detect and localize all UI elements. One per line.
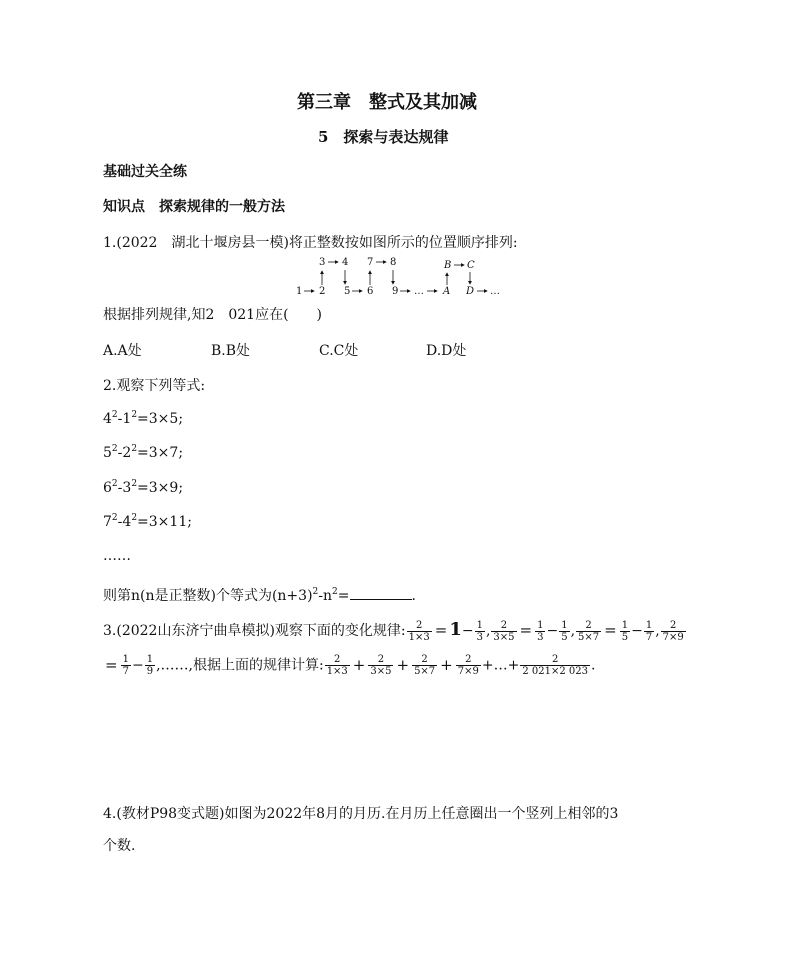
diagram-num-7: 7	[367, 257, 374, 268]
chapter-title: 第三章 整式及其加减	[297, 92, 477, 113]
fraction: $\frac{2}{1\times 3}$	[408, 619, 430, 643]
fraction: $\frac{2}{3\times 5}$	[370, 654, 392, 677]
basic-practice-heading: 基础过关全练	[103, 164, 187, 180]
q2-text: 2.观察下列等式:	[103, 378, 206, 394]
fraction: $\frac{2}{7\times 9}$	[662, 619, 684, 643]
diagram-num-2: 2	[319, 286, 326, 297]
q4-line-2: 个数.	[103, 838, 136, 854]
diagram-label-b: B	[444, 260, 452, 271]
q1-follow: 根据排列规律,知2 021应在( )	[103, 307, 323, 323]
diagram-num-8: 8	[390, 257, 397, 268]
q1-option-a: A.A处	[103, 343, 142, 359]
q4-line-1: 4.(教材P98变式题)如图为2022年8月的月历.在月历上任意圈出一个竖列上相邻的3	[103, 806, 619, 822]
q2-equation-2: $5^2-2^2=3\times 7$;	[103, 444, 184, 461]
q3-line-1: 3.(2022山东济宁曲阜模拟)观察下面的变化规律: $\frac{2}{1\times 3}$ = 1− $\frac{1}{3}$ , $\frac{2}{3\times 5}$ = $\frac{1}{3}$ − $\frac{1}{5}$ , $\frac{2}{5\times 7}$ = $\frac{1}{5}$ − $\frac{1}{7}$ , $\frac{2}{7\times 9}$	[103, 619, 684, 643]
q2-ellipsis: ……	[103, 548, 131, 564]
fraction: $\frac{1}{7}$	[122, 654, 129, 677]
fraction: $\frac{1}{3}$	[476, 619, 483, 643]
q2-question: 则第n(n是正整数)个等式为$(n+3)^2-n^2=$ .	[103, 587, 416, 604]
fraction: $\frac{2}{2 021\times 2 023}$	[522, 654, 588, 677]
q1-option-d: D.D处	[426, 343, 467, 359]
q1-option-c: C.C处	[319, 343, 359, 359]
diagram-num-3: 3	[319, 257, 326, 268]
diagram-label-d: D	[466, 286, 475, 297]
answer-blank	[350, 587, 412, 600]
diagram-num-6: 6	[367, 286, 374, 297]
diagram-ellipsis-1: …	[414, 286, 424, 297]
fraction: $\frac{2}{5\times 7}$	[578, 619, 600, 643]
q1-diagram	[288, 254, 528, 304]
q2-equation-4: $7^2-4^2=3\times 11$;	[103, 513, 192, 530]
q1-text: 1.(2022 湖北十堰房县一模)将正整数按如图所示的位置顺序排列:	[103, 235, 518, 251]
fraction: $\frac{2}{3\times 5}$	[493, 619, 515, 643]
fraction: $\frac{1}{5}$	[561, 619, 568, 643]
q1-option-b: B.B处	[211, 343, 251, 359]
fraction: $\frac{2}{7\times 9}$	[457, 654, 479, 677]
q3-line-2: = $\frac{1}{7}$ − $\frac{1}{9}$ ,……,根据上面的规律计算: $\frac{2}{1\times 3}$ + $\frac{2}{3\times 5}$ + $\frac{2}{5\times 7}$ + $\frac{2}{7\times 9}$ +…+ $\frac{2}{2 021\times 2 023}$ .	[105, 654, 596, 677]
diagram-num-9: 9	[392, 286, 399, 297]
fraction: $\frac{1}{9}$	[146, 654, 154, 677]
section-title: 5 探索与表达规律	[318, 128, 449, 146]
q2-equation-1: $4^2-1^2=3\times 5$;	[103, 410, 184, 427]
diagram-label-c: C	[467, 260, 475, 271]
diagram-label-a: A	[443, 286, 451, 297]
fraction: $\frac{1}{5}$	[621, 619, 629, 643]
diagram-num-4: 4	[342, 257, 349, 268]
diagram-num-1: 1	[296, 286, 303, 297]
diagram-ellipsis-2: …	[490, 286, 500, 297]
fraction: $\frac{1}{7}$	[645, 619, 653, 643]
fraction: $\frac{2}{1\times 3}$	[326, 654, 348, 677]
q2-equation-3: $6^2-3^2=3\times 9$;	[103, 479, 184, 496]
knowledge-point-heading: 知识点 探索规律的一般方法	[103, 199, 285, 215]
fraction: $\frac{2}{5\times 7}$	[414, 654, 436, 677]
fraction: $\frac{1}{3}$	[537, 619, 544, 643]
diagram-num-5: 5	[344, 286, 351, 297]
